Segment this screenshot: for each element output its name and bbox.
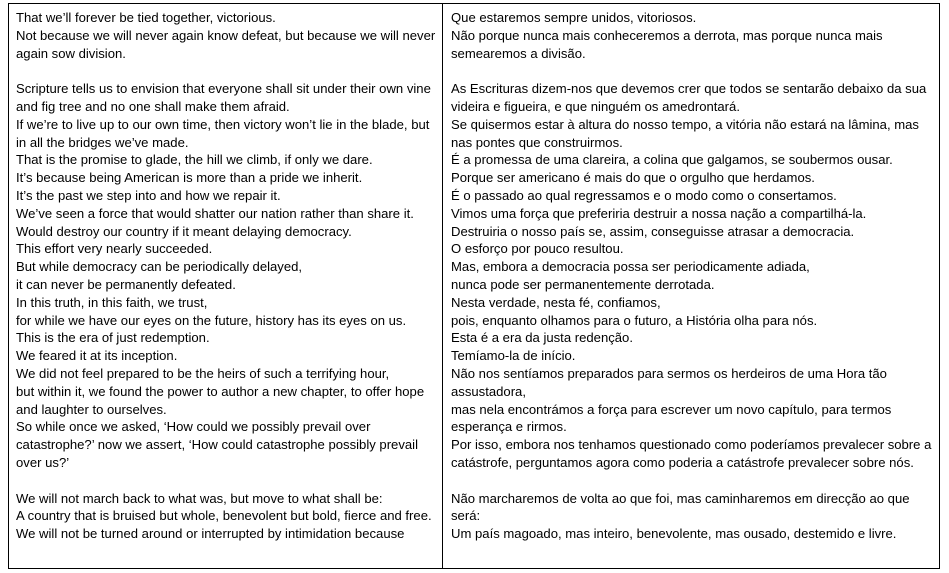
- portuguese-line: É o passado ao qual regressamos e o modo como o consertamos.: [451, 187, 837, 203]
- blank-line: [451, 62, 935, 80]
- portuguese-line: O esforço por pouco resultou.: [451, 241, 624, 257]
- english-line: We will not march back to what was, but move to what shall be:: [16, 490, 383, 506]
- portuguese-line: Porque ser americano é mais do que o orgulho que herdamos.: [451, 170, 815, 186]
- portuguese-line: Nesta verdade, nesta fé, confiamos,: [451, 294, 661, 310]
- english-line: it can never be permanently defeated.: [16, 276, 236, 292]
- english-line: It’s because being American is more than a pride we inherit.: [16, 170, 363, 186]
- portuguese-line: Se quisermos estar à altura do nosso tempo, a vitória não estará na lâmina, mas nas pontes que construirmos.: [451, 116, 919, 150]
- portuguese-line: Que estaremos sempre unidos, vitoriosos.: [451, 10, 697, 25]
- portuguese-line: Não porque nunca mais conheceremos a derrota, mas porque nunca mais semearemos a divisão.: [451, 27, 883, 61]
- portuguese-line: nunca pode ser permanentemente derrotada.: [451, 276, 715, 292]
- english-line: That is the promise to glade, the hill we climb, if only we dare.: [16, 152, 373, 168]
- portuguese-line: Esta é a era da justa redenção.: [451, 330, 633, 346]
- blank-line: [451, 472, 935, 490]
- english-line: If we’re to live up to our own time, then victory won’t lie in the blade, but in all the bridges we’ve made.: [16, 116, 430, 150]
- portuguese-line: Vimos uma força que preferiria destruir a nossa nação a compartilhá-la.: [451, 205, 867, 221]
- english-line: We will not be turned around or interrupted by intimidation because: [16, 526, 405, 542]
- english-line: So while once we asked, ‘How could we possibly prevail over catastrophe?’ now we assert, ‘How could catastrophe possibly prevail over us?’: [16, 419, 418, 470]
- english-line: Not because we will never again know defeat, but because we will never again sow division.: [16, 27, 436, 61]
- english-line: We did not feel prepared to be the heirs of such a terrifying hour,: [16, 365, 390, 381]
- blank-line: [16, 472, 438, 490]
- english-line: That we’ll forever be tied together, victorious.: [16, 10, 276, 25]
- portuguese-line: Não marcharemos de volta ao que foi, mas caminharemos em direcção ao que será:: [451, 490, 910, 524]
- english-line: We feared it at its inception.: [16, 348, 178, 364]
- portuguese-line: pois, enquanto olhamos para o futuro, a História olha para nós.: [451, 312, 818, 328]
- bilingual-text-table: [8, 3, 940, 569]
- portuguese-line: Destruiria o nosso país se, assim, conseguisse atrasar a democracia.: [451, 223, 855, 239]
- english-line: This effort very nearly succeeded.: [16, 241, 213, 257]
- english-column: [9, 4, 443, 568]
- english-line: Would destroy our country if it meant delaying democracy.: [16, 223, 352, 239]
- english-line: In this truth, in this faith, we trust,: [16, 294, 208, 310]
- english-line: It’s the past we step into and how we repair it.: [16, 187, 281, 203]
- english-line: Scripture tells us to envision that everyone shall sit under their own vine and fig tree and no one shall make them afraid.: [16, 81, 431, 114]
- portuguese-line: As Escrituras dizem-nos que devemos crer que todos se sentarão debaixo da sua videira e figueira, e que ninguém os amedrontará.: [451, 81, 927, 114]
- english-line: but within it, we found the power to author a new chapter, to offer hope and laughter to ourselves.: [16, 383, 425, 417]
- english-line: This is the era of just redemption.: [16, 330, 210, 346]
- portuguese-line: Temíamo-la de início.: [451, 348, 576, 364]
- portuguese-line: É a promessa de uma clareira, a colina que galgamos, se soubermos ousar.: [451, 152, 893, 168]
- english-line: We’ve seen a force that would shatter our nation rather than share it.: [16, 205, 414, 221]
- portuguese-line: Por isso, embora nos tenhamos questionado como poderíamos prevalecer sobre a catástrofe, perguntamos agora como poderia a catástrofe prevalecer sobre nós.: [451, 437, 932, 470]
- portuguese-line: mas nela encontrámos a força para escrever um novo capítulo, para termos esperança e rirmos.: [451, 401, 892, 435]
- english-line: A country that is bruised but whole, benevolent but bold, fierce and free.: [16, 508, 432, 524]
- english-line: for while we have our eyes on the future, history has its eyes on us.: [16, 312, 407, 328]
- portuguese-line: Um país magoado, mas inteiro, benevolente, mas ousado, destemido e livre.: [451, 526, 897, 542]
- portuguese-column: [443, 4, 939, 568]
- blank-line: [16, 62, 438, 80]
- portuguese-line: Mas, embora a democracia possa ser periodicamente adiada,: [451, 259, 810, 275]
- english-line: But while democracy can be periodically delayed,: [16, 259, 303, 275]
- portuguese-line: Não nos sentíamos preparados para sermos os herdeiros de uma Hora tão assustadora,: [451, 365, 887, 399]
